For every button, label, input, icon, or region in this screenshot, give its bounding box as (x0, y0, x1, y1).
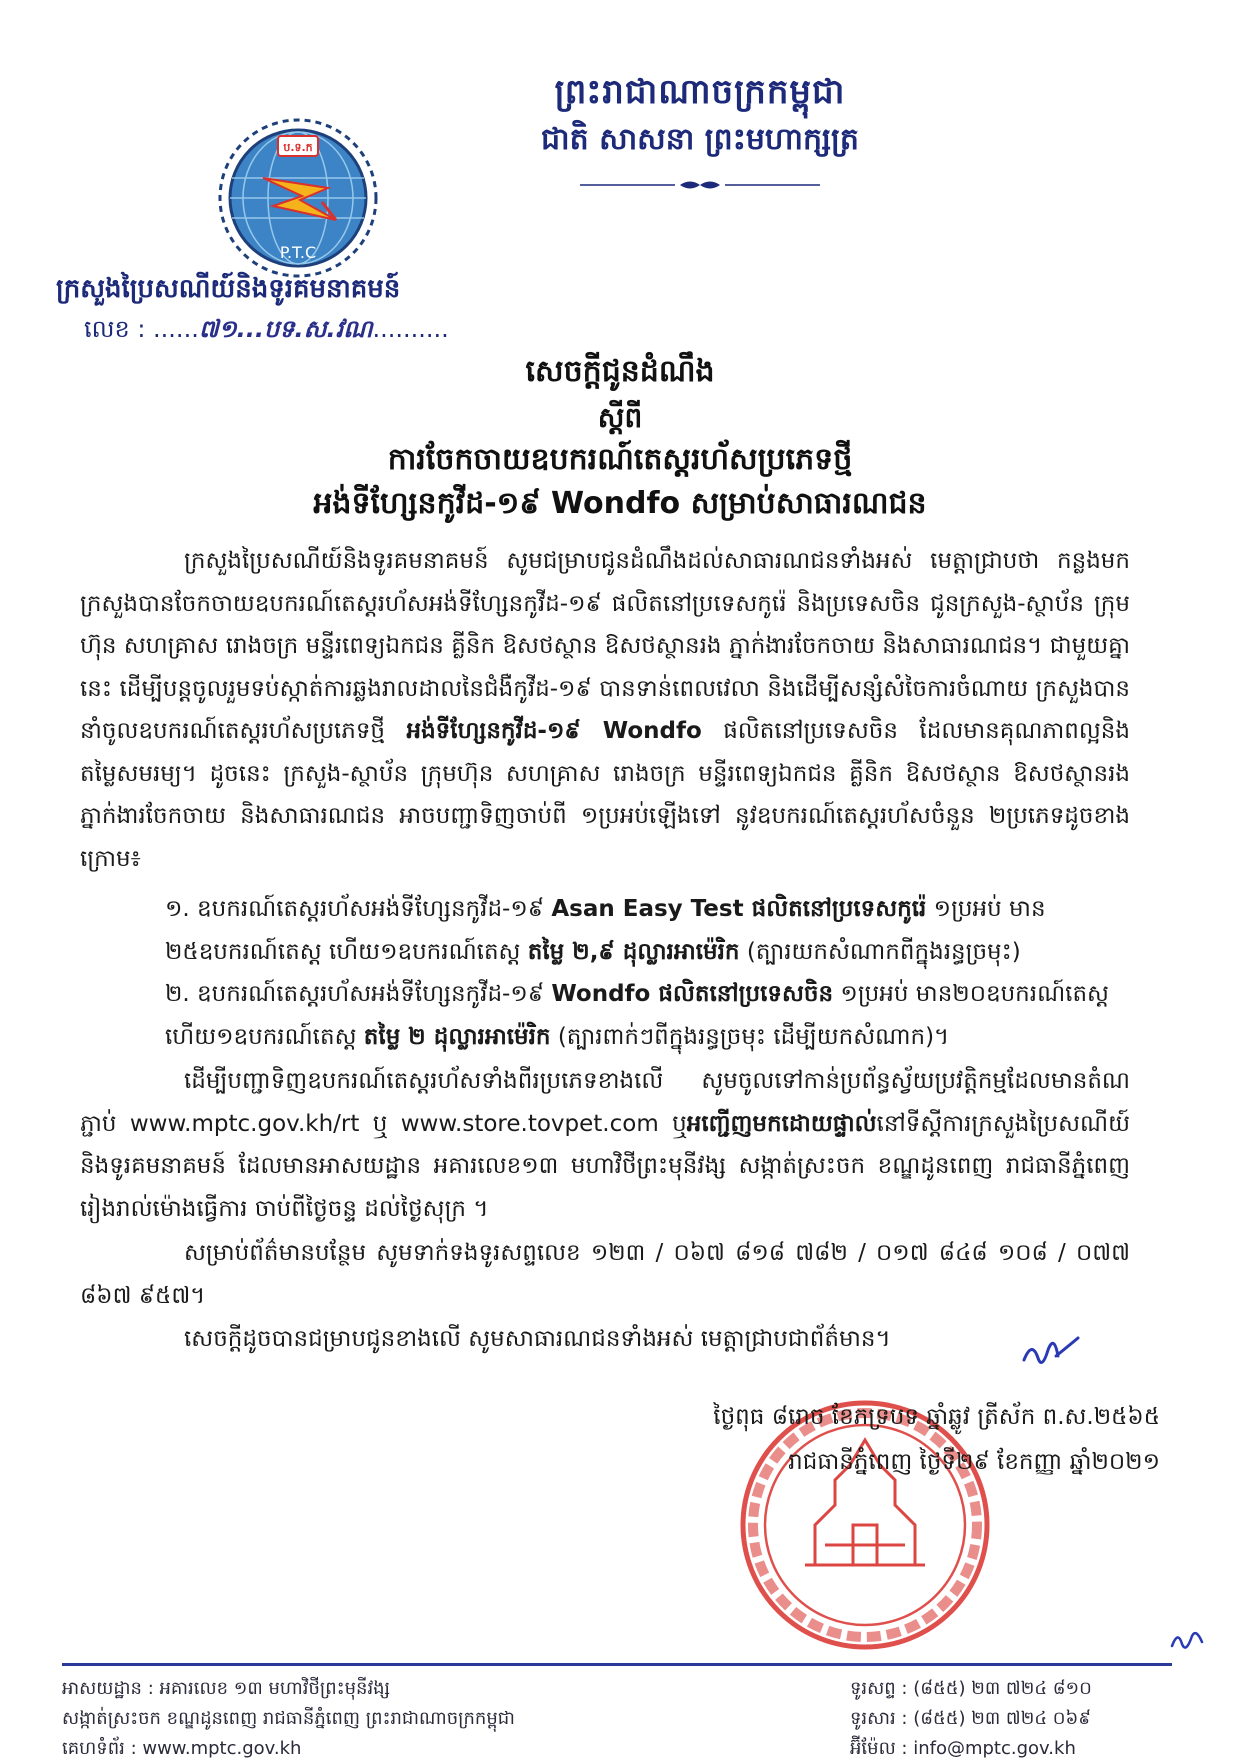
date-solar: រាជធានីភ្នំពេញ ថ្ងៃទី២៩ ខែកញ្ញា ឆ្នាំ២០២១ (788, 1449, 1160, 1475)
paragraph-closing: សេចក្តីដូចបានជម្រាបជូនខាងលើ សូមសាធារណជនទាំងអស់ មេត្តាជ្រាបជាព័ត៌មាន។ (184, 1326, 891, 1352)
ministry-name: ក្រសួងប្រៃសណីយ៍និងទូរគមនាគមន៍ (56, 274, 401, 304)
p2-text-b: នៅទីស្តីការក្រសួងប្រៃសណីយ៍និងទូរគមនាគមន៍ ដែលមានអាសយដ្ឋាន អគារលេខ១៣ មហាវិថីព្រះមុនីវង្ស សង្កាត់ស្រះចក ខណ្ឌដូនពេញ រាជធានីភ្នំពេញ រៀងរាល់ម៉ោងធ្វើការ ចាប់ពីថ្ងៃចន្ទ ដល់ថ្ងៃសុក្រ ។ (80, 1110, 1130, 1222)
title-subject-line2: អង់ទីហ្សែនកូវីដ-១៩ Wondfo សម្រាប់សាធារណជន (313, 486, 927, 521)
reference-number (84, 314, 449, 349)
footer-email: អ៊ីម៉ែល : info@mptc.gov.kh (850, 1738, 1076, 1759)
li2-text-b: ១ប្រអប់ មាន២០ឧបករណ៍តេស្ត ហើយ១ឧបករណ៍តេស្ត (165, 981, 1109, 1050)
logo-bottom-text: P.T.C (279, 243, 317, 262)
kingdom-heading: ព្រះរាជាណាចក្រកម្ពុជា (554, 72, 846, 112)
footer-website: គេហទំព័រ : www.mptc.gov.kh (62, 1738, 302, 1759)
paragraph-intro (80, 540, 1130, 880)
footer-address: អាសយដ្ឋាន : អគារលេខ ១៣ មហាវិថីព្រះមុនីវង្ស (62, 1678, 390, 1699)
ornament-divider (580, 178, 820, 192)
ptc-logo (218, 118, 378, 278)
date-lunar: ថ្ងៃពុធ ៨រោច ខែភទ្របទ ឆ្នាំឆ្លូវ ត្រីស័ក ព.ស.២៥៦៥ (713, 1404, 1160, 1430)
li1-text-a: ១. ឧបករណ៍តេស្តរហ័សអង់ទីហ្សែនកូវីដ-១៩ (165, 896, 552, 922)
footer-divider (62, 1663, 1172, 1666)
p2-bold: អញ្ជើញមកដោយផ្ទាល់ (686, 1110, 877, 1137)
page-initial-mark (1168, 1626, 1208, 1656)
li1-bold-price: តម្លៃ ២,៩ ដុល្លារអាម៉េរិក (527, 938, 740, 965)
li1-text-c: (ត្បារយកសំណាកពីក្នុងរន្ធច្រមុះ) (739, 938, 1021, 965)
paragraph-ordering (80, 1060, 1130, 1230)
list-item-asan (165, 888, 1130, 973)
footer-phone: ទូរសព្ទ : (៨៥៥) ២៣ ៧២៤ ៨១០ (850, 1678, 1092, 1699)
signature-mark (1018, 1330, 1088, 1380)
paragraph-contact: សម្រាប់ព័ត៌មានបន្ថែម សូមទាក់ទងទូរសព្ទលេខ ១២៣ / ០៦៧ ៨១៨ ៧៨២ / ០១៧ ៨៤៨ ១០៨ / ០៧៧ ៨៦៧ ៩៥៧។ (80, 1240, 1130, 1309)
footer-fax: ទូរសារ : (៨៥៥) ២៣ ៧២៤ ០៦៩ (850, 1708, 1092, 1729)
logo-top-text: ប.ទ.ក (283, 141, 313, 154)
p1-text-a: ក្រសួងប្រៃសណីយ៍និងទូរគមនាគមន៍ សូមជម្រាបជូនដំណឹងដល់សាធារណជនទាំងអស់ មេត្តាជ្រាបថា កន្លងមក ក្រសួងបានចែកចាយឧបករណ៍តេស្តរហ័សអង់ទីហ្សែនកូវីដ-១៩ ផលិតនៅប្រទេសកូរ៉េ និងប្រទេសចិន ជូនក្រសួង-ស្ថាប័ន ក្រុមហ៊ុន សហគ្រាស រោងចក្រ មន្ទីរពេទ្យឯកជន គ្លីនិក ឱសថស្ថាន ឱសថស្ថានរង ភ្នាក់ងារចែកចាយ និងសាធារណជន។ ជាមួយគ្នានេះ ដើម្បីបន្តចូលរួមទប់ស្កាត់ការឆ្លងរាលដាលនៃជំងឺកូវីដ-១៩ បានទាន់ពេលវេលា និងដើម្បីសន្សំសំចៃការចំណាយ ក្រសួងបាននាំចូលឧបករណ៍តេស្តរហ័សប្រភេទថ្មី (80, 548, 1130, 744)
p1-text-b: ផលិតនៅប្រទេសចិន ដែលមានគុណភាពល្អនិងតម្លៃសមរម្យ។ ដូចនេះ ក្រសួង-ស្ថាប័ន ក្រុមហ៊ុន សហគ្រាស រោងចក្រ មន្ទីរពេទ្យឯកជន គ្លីនិក ឱសថស្ថាន ឱសថស្ថានរង ភ្នាក់ងារចែកចាយ និងសាធារណជន អាចបញ្ជាទិញចាប់ពី ១ប្រអប់ឡើងទៅ នូវឧបករណ៍តេស្តរហ័សចំនួន ២ប្រភេទដូចខាងក្រោម៖ (80, 718, 1130, 872)
li1-text-b: ១ប្រអប់ មាន ២៥ឧបករណ៍តេស្ត ហើយ១ឧបករណ៍តេស្ត (165, 896, 1046, 965)
ref-label: លេខ : ...... (84, 315, 199, 343)
p2-text-a: ដើម្បីបញ្ជាទិញឧបករណ៍តេស្តរហ័សទាំងពីរប្រភេទខាងលើ សូមចូលទៅកាន់ប្រព័ន្ធស្វ័យប្រវត្តិកម្មដែលមានតំណភ្ជាប់ www.mptc.gov.kh/rt ឬ www.store.tovpet.com ឬ (80, 1068, 1130, 1137)
ref-tail: .......... (372, 315, 449, 343)
li2-text-c: (ត្បារពាក់ៗពីក្នុងរន្ធច្រមុះ ដើម្បីយកសំណាក)។ (550, 1023, 950, 1050)
li2-text-a: ២. ឧបករណ៍តេស្តរហ័សអង់ទីហ្សែនកូវីដ-១៩ (165, 981, 552, 1007)
li1-bold-product: Asan Easy Test ផលិតនៅប្រទេសកូរ៉េ (551, 896, 927, 922)
motto-heading: ជាតិ សាសនា ព្រះមហាក្សត្រ (541, 122, 859, 157)
li2-bold-product: Wondfo ផលិតនៅប្រទេសចិន (551, 981, 834, 1007)
footer-district: សង្កាត់ស្រះចក ខណ្ឌដូនពេញ រាជធានីភ្នំពេញ ព្រះរាជាណាចក្រកម្ពុជា (62, 1708, 515, 1729)
title-notice: សេចក្តីជូនដំណឹង (525, 354, 715, 389)
list-item-wondfo (165, 973, 1130, 1058)
p1-bold: អង់ទីហ្សែនកូវីដ-១៩ Wondfo (406, 718, 702, 744)
li2-bold-price: តម្លៃ ២ ដុល្លារអាម៉េរិក (363, 1023, 551, 1050)
title-subject-line1: ការចែកចាយឧបករណ៍តេស្តរហ័សប្រភេទថ្មី (387, 442, 853, 477)
title-about: ស្តីពី (597, 401, 643, 434)
ref-number: ៧១...បទ.ស.វណ (198, 315, 373, 343)
